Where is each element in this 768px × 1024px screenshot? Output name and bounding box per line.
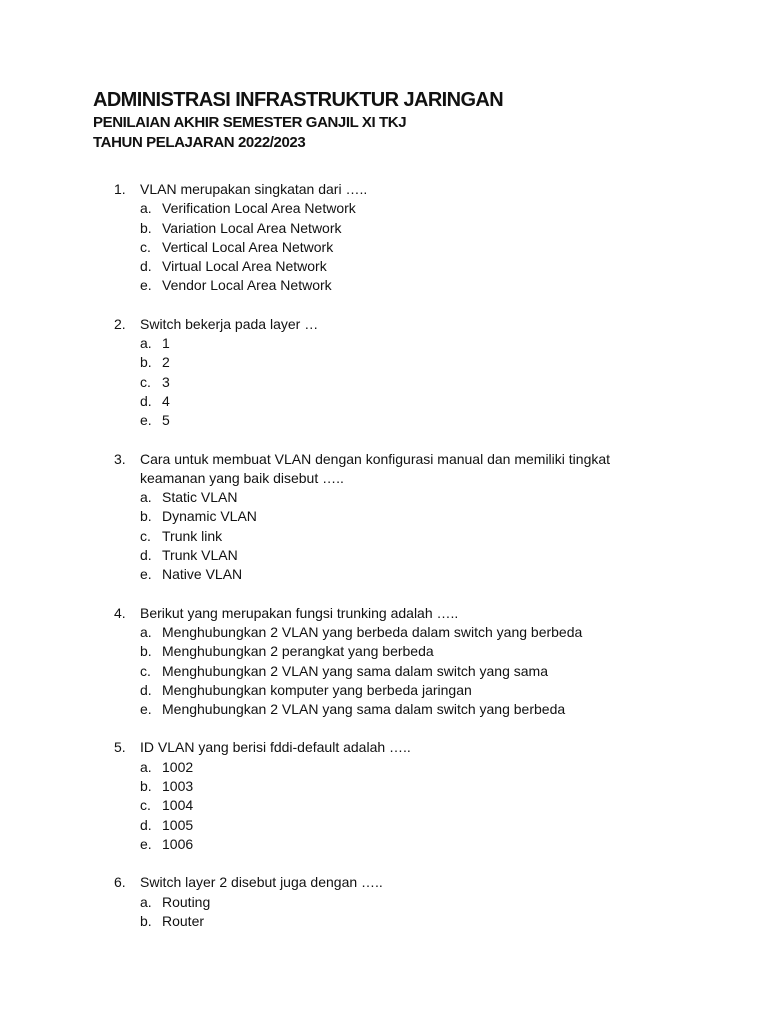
question-item <box>0 873 768 931</box>
option-letter: e. <box>140 412 152 429</box>
option-text: Virtual Local Area Network <box>162 258 327 275</box>
answer-option <box>0 257 768 276</box>
answer-option <box>0 199 768 218</box>
option-letter: d. <box>140 547 152 564</box>
answer-options <box>0 893 768 932</box>
option-text: Menghubungkan komputer yang berbeda jaringan <box>162 681 472 698</box>
option-text: Native VLAN <box>162 566 243 583</box>
answer-option <box>0 507 768 526</box>
option-text: Menghubungkan 2 VLAN yang berbeda dalam switch yang berbeda <box>162 623 583 640</box>
question-item <box>0 604 768 720</box>
question-number: 5. <box>114 739 126 756</box>
answer-option <box>0 700 768 719</box>
answer-options <box>0 758 768 854</box>
answer-option <box>0 816 768 835</box>
answer-option <box>0 642 768 661</box>
question-item <box>0 180 768 296</box>
answer-option <box>0 334 768 353</box>
option-text: Static VLAN <box>162 489 238 506</box>
answer-option <box>0 392 768 411</box>
option-letter: b. <box>140 912 152 929</box>
option-text: Menghubungkan 2 VLAN yang sama dalam switch yang berbeda <box>162 701 566 718</box>
answer-option <box>0 219 768 238</box>
option-letter: b. <box>140 643 152 660</box>
answer-option <box>0 353 768 372</box>
option-letter: a. <box>140 200 152 217</box>
option-text: 2 <box>162 354 170 371</box>
question-number: 1. <box>114 181 126 197</box>
question-number: 4. <box>114 604 126 621</box>
question-number: 2. <box>114 315 126 332</box>
option-letter: a. <box>140 893 152 910</box>
option-text: 1005 <box>162 816 194 833</box>
question-number: 6. <box>114 874 126 891</box>
option-letter: b. <box>140 508 152 525</box>
option-letter: a. <box>140 623 152 640</box>
question-number: 3. <box>114 450 126 467</box>
answer-option <box>0 238 768 257</box>
option-letter: e. <box>140 701 152 718</box>
option-text: 5 <box>162 412 170 429</box>
option-letter: e. <box>140 277 152 294</box>
answer-options <box>0 199 768 295</box>
question-item <box>0 450 768 585</box>
option-text: Verification Local Area Network <box>162 200 356 217</box>
answer-option <box>0 662 768 681</box>
option-letter: b. <box>140 219 152 236</box>
document-title: ADMINISTRASI INFRASTRUKTUR JARINGAN <box>93 89 504 111</box>
option-letter: c. <box>140 373 151 390</box>
option-letter: e. <box>140 566 152 583</box>
option-letter: d. <box>140 681 152 698</box>
option-text: 4 <box>162 392 170 409</box>
option-letter: c. <box>140 662 151 679</box>
question-text: Cara untuk membuat VLAN dengan konfigurasi manual dan memiliki tingkat keamanan yang baik disebut ….. <box>140 450 611 486</box>
answer-option <box>0 373 768 392</box>
question-text: Switch bekerja pada layer … <box>140 315 319 332</box>
option-letter: d. <box>140 392 152 409</box>
answer-option <box>0 835 768 854</box>
option-letter: c. <box>140 797 151 814</box>
option-text: Menghubungkan 2 VLAN yang sama dalam switch yang sama <box>162 662 548 679</box>
option-text: 1004 <box>162 797 194 814</box>
option-letter: d. <box>140 816 152 833</box>
option-letter: a. <box>140 489 152 506</box>
option-text: 1003 <box>162 778 194 795</box>
document-header <box>93 88 503 153</box>
option-text: 1006 <box>162 835 194 852</box>
answer-option <box>0 527 768 546</box>
option-letter: e. <box>140 835 152 852</box>
option-text: Dynamic VLAN <box>162 508 257 525</box>
academic-year: TAHUN PELAJARAN 2022/2023 <box>93 134 306 151</box>
option-text: Router <box>162 912 205 929</box>
option-letter: c. <box>140 238 151 255</box>
option-text: 1 <box>162 335 170 352</box>
question-item <box>0 738 768 854</box>
answer-options <box>0 623 768 719</box>
option-text: 1002 <box>162 758 194 775</box>
option-letter: a. <box>140 758 152 775</box>
option-text: 3 <box>162 373 170 390</box>
option-text: Menghubungkan 2 perangkat yang berbeda <box>162 643 434 660</box>
question-text: Berikut yang merupakan fungsi trunking adalah ….. <box>140 604 459 621</box>
option-text: Routing <box>162 893 211 910</box>
option-letter: b. <box>140 778 152 795</box>
answer-option <box>0 893 768 912</box>
answer-option <box>0 276 768 295</box>
answer-option <box>0 565 768 584</box>
option-letter: a. <box>140 335 152 352</box>
question-text: VLAN merupakan singkatan dari ….. <box>140 181 368 197</box>
answer-option <box>0 796 768 815</box>
option-letter: b. <box>140 354 152 371</box>
answer-option <box>0 623 768 642</box>
option-text: Trunk VLAN <box>162 547 238 564</box>
answer-options <box>0 488 768 584</box>
answer-option <box>0 758 768 777</box>
exam-name: PENILAIAN AKHIR SEMESTER GANJIL XI TKJ <box>93 114 407 131</box>
question-list <box>0 180 768 950</box>
option-text: Vertical Local Area Network <box>162 238 334 255</box>
option-text: Variation Local Area Network <box>162 219 342 236</box>
answer-option <box>0 488 768 507</box>
question-text: Switch layer 2 disebut juga dengan ….. <box>140 874 383 891</box>
answer-option <box>0 681 768 700</box>
answer-option <box>0 411 768 430</box>
answer-option <box>0 912 768 931</box>
answer-option <box>0 546 768 565</box>
option-text: Vendor Local Area Network <box>162 277 332 294</box>
question-text: ID VLAN yang berisi fddi-default adalah ….. <box>140 739 411 756</box>
answer-options <box>0 334 768 430</box>
question-item <box>0 315 768 431</box>
option-text: Trunk link <box>162 527 223 544</box>
option-letter: c. <box>140 527 151 544</box>
option-letter: d. <box>140 258 152 275</box>
answer-option <box>0 777 768 796</box>
